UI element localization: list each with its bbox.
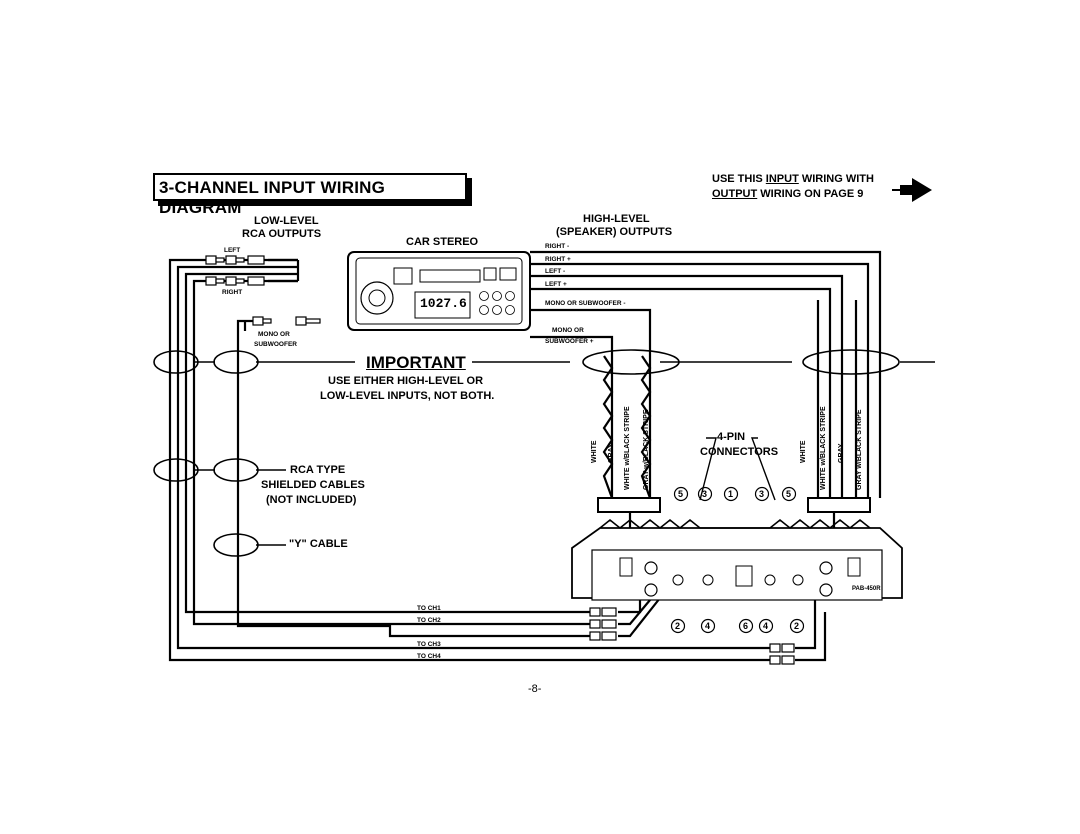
pin-number: 1: [728, 489, 734, 499]
wire-color-white-left: WHITE: [591, 440, 598, 463]
amp-model: PAB-450R: [852, 586, 881, 592]
either-line1: USE EITHER HIGH-LEVEL OR: [328, 375, 484, 387]
arrow-right-icon: [900, 178, 932, 202]
not-included-label: (NOT INCLUDED): [266, 494, 357, 506]
note-line2-suffix: WIRING ON PAGE 9: [757, 188, 864, 200]
wire-color-gray-black-right: GRAY w/BLACK STRIPE: [856, 409, 863, 490]
wire-label-mono-1: MONO OR: [552, 327, 584, 334]
pin-number: 4: [763, 621, 769, 631]
left-rca-label: LEFT: [224, 247, 241, 254]
oval-ycable: [214, 534, 258, 556]
important-heading: IMPORTANT: [362, 354, 470, 371]
mono-or-label: MONO OR: [258, 331, 290, 338]
pin-number: 6: [743, 621, 749, 631]
pin-number: 4: [705, 621, 711, 631]
wire-label: RIGHT +: [545, 256, 571, 263]
either-line2: LOW-LEVEL INPUTS, NOT BOTH.: [320, 390, 495, 402]
right-rca-label: RIGHT: [222, 289, 243, 296]
mono-plus-wire: [530, 337, 612, 498]
connectors-label: CONNECTORS: [700, 446, 779, 458]
pin-number: 2: [675, 621, 681, 631]
note-output-word: OUTPUT: [712, 188, 758, 200]
y-cable-label: "Y" CABLE: [289, 538, 348, 550]
ch2-cable: [194, 281, 590, 624]
page-number: -8-: [528, 683, 542, 695]
speaker-outputs-label: (SPEAKER) OUTPUTS: [556, 226, 673, 238]
car-stereo-unit: [348, 252, 530, 330]
oval-rca-1: [154, 459, 198, 481]
to-ch4-label: TO CH4: [417, 653, 441, 660]
rca-outputs-label: RCA OUTPUTS: [242, 228, 322, 240]
rca-type-label: RCA TYPE: [290, 464, 346, 476]
note-line1: [712, 174, 874, 185]
pin-number: 5: [678, 489, 684, 499]
to-ch3-label: TO CH3: [417, 641, 441, 648]
left-plus-wire: [530, 289, 830, 498]
wire-label: MONO OR SUBWOOFER -: [545, 300, 626, 307]
pin-number: 2: [794, 621, 800, 631]
wire-label-mono-2: SUBWOOFER +: [545, 338, 594, 345]
diagram-title: 3-CHANNEL INPUT WIRING DIAGRAM: [159, 178, 386, 217]
wire-label: LEFT -: [545, 268, 566, 275]
high-level-label: HIGH-LEVEL: [583, 213, 650, 225]
four-pin-label: 4-PIN: [717, 431, 746, 443]
oval-important-2: [214, 351, 258, 373]
oval-important-1: [154, 351, 198, 373]
pin-number: 3: [759, 489, 765, 499]
to-ch2-label: TO CH2: [417, 617, 441, 624]
note-line1-suffix: WIRING WITH: [798, 173, 874, 185]
connector-right: [808, 498, 870, 512]
wire-color-gray-left: GRAY: [608, 443, 615, 463]
note-input-word: INPUT: [765, 173, 799, 185]
subwoofer-label: SUBWOOFER: [254, 341, 297, 348]
shielded-cables-label: SHIELDED CABLES: [261, 479, 365, 491]
wire-color-white-right: WHITE: [800, 440, 807, 463]
diagram-title-box: [153, 173, 467, 217]
wire-color-gray-black-left: GRAY w/BLACK STRIPE: [643, 409, 650, 490]
wire-color-white-black-left: WHITE w/BLACK STRIPE: [624, 406, 631, 490]
wire-label: RIGHT -: [545, 243, 570, 250]
pin-number: 3: [702, 489, 708, 499]
low-level-label: LOW-LEVEL: [254, 215, 319, 227]
note-line1-prefix: USE THIS: [712, 173, 766, 185]
car-stereo-label: CAR STEREO: [406, 236, 479, 248]
pin-number: 5: [786, 489, 792, 499]
wire-color-white-black-right: WHITE w/BLACK STRIPE: [820, 406, 827, 490]
connector-left: [598, 498, 660, 512]
stereo-display: 1027.6: [420, 296, 467, 311]
wire-label: LEFT +: [545, 281, 567, 288]
oval-rca-2: [214, 459, 258, 481]
to-ch1-label: TO CH1: [417, 605, 441, 612]
note-line2: [712, 189, 863, 200]
wire-color-gray-right: GRAY: [838, 443, 845, 463]
